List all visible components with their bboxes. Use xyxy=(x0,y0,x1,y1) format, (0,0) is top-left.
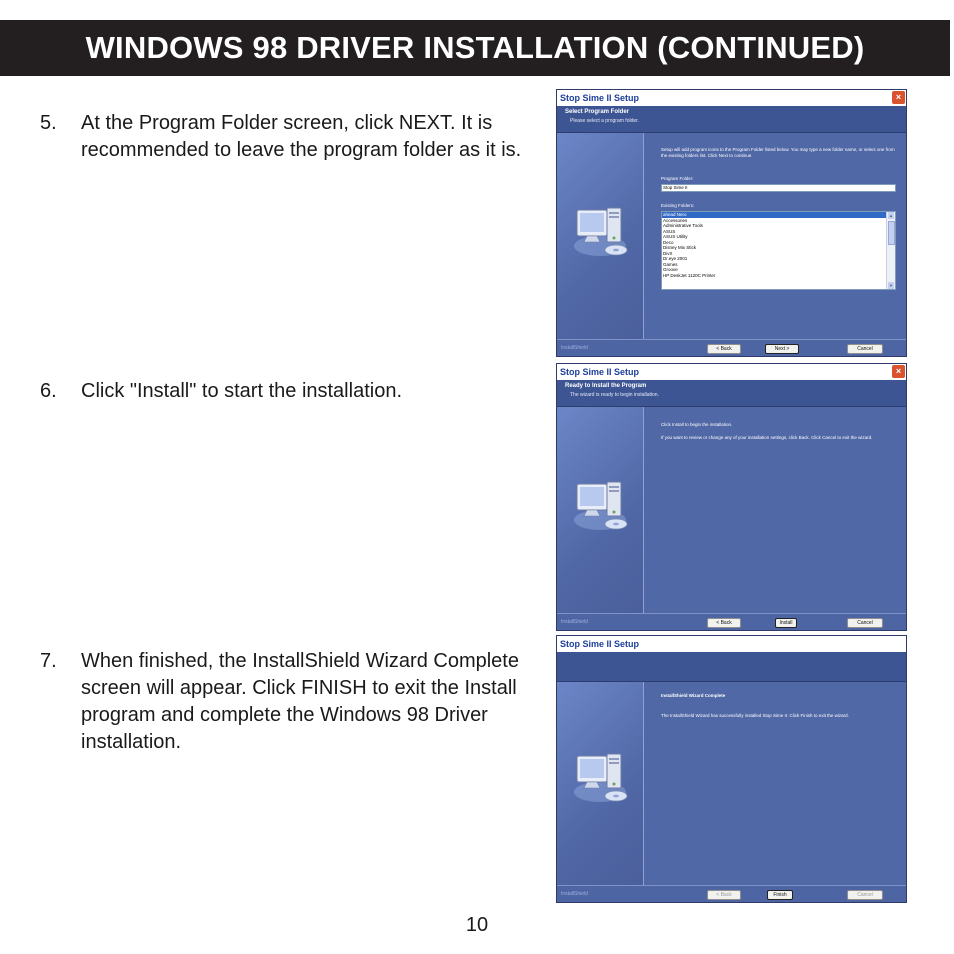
dialog-heading: Ready to Install the Program xyxy=(565,383,647,389)
back-button[interactable]: < Back xyxy=(707,344,741,354)
window-titlebar xyxy=(557,364,906,380)
dialog-header xyxy=(557,106,906,133)
step-text: At the Program Folder screen, click NEXT. It is recommended to leave the program folder as it is. xyxy=(81,112,522,161)
setup-dialog-ready-to-install xyxy=(556,363,907,631)
dialog-body: Setup will add program icons to the Program Folder listed below. You may type a new folder name, or select one from the existing folders list. Click Next to continue. xyxy=(661,147,895,158)
dialog-subheading: Please select a program folder. xyxy=(570,118,639,124)
dialog-body: Click Install to begin the installation. xyxy=(661,422,733,427)
window-titlebar xyxy=(557,90,906,106)
dialog-button-bar xyxy=(557,339,906,357)
list-item[interactable]: Games xyxy=(663,261,678,267)
dialog-subheading: The wizard is ready to begin installation. xyxy=(570,392,659,398)
panel-divider xyxy=(643,682,644,885)
program-folder-label: Program Folder: xyxy=(661,176,694,181)
dialog-body: The InstallShield Wizard has successfully installed Stop Sime II. Click Finish to exit the wizard. xyxy=(661,713,849,718)
window-titlebar xyxy=(557,636,906,652)
header-banner xyxy=(0,20,950,76)
cancel-button[interactable]: Cancel xyxy=(847,618,883,628)
installshield-brand: InstallShield xyxy=(561,345,588,351)
panel-divider xyxy=(643,133,644,339)
step-number: 7. xyxy=(40,650,57,672)
dialog-heading: InstallShield Wizard Complete xyxy=(661,693,726,698)
install-button[interactable]: Install xyxy=(775,618,797,628)
setup-dialog-program-folder xyxy=(556,89,907,357)
list-scrollbar[interactable] xyxy=(886,212,895,289)
installshield-brand: InstallShield xyxy=(561,891,588,897)
existing-folders-label: Existing Folders: xyxy=(661,203,695,208)
list-item[interactable]: Deco xyxy=(663,239,674,245)
list-item[interactable]: DivX xyxy=(663,250,673,256)
list-item[interactable]: Dr.eye 2001 xyxy=(663,256,688,261)
list-item[interactable]: ASUS Utility xyxy=(663,234,688,239)
list-item[interactable]: ahead Nero xyxy=(662,212,895,218)
existing-folders-list[interactable] xyxy=(661,211,896,290)
page-number: 10 xyxy=(465,914,489,936)
cancel-button[interactable]: Cancel xyxy=(847,344,883,354)
computer-icon xyxy=(569,474,631,536)
window-title: Stop Sime II Setup xyxy=(560,367,640,377)
page-title: WINDOWS 98 DRIVER INSTALLATION (CONTINUED) xyxy=(85,30,865,65)
step-text: When finished, the InstallShield Wizard Complete screen will appear. Click FINISH to exit the Install program and complete the Windows 98 Driver installation. xyxy=(81,650,519,753)
next-button[interactable]: Next > xyxy=(765,344,799,354)
close-icon[interactable]: × xyxy=(892,365,905,378)
cancel-button[interactable]: Cancel xyxy=(847,890,883,900)
window-title: Stop Sime II Setup xyxy=(560,93,640,103)
installshield-brand: InstallShield xyxy=(561,619,588,625)
scroll-down-icon[interactable]: ▼ xyxy=(889,283,893,288)
step-text: Click "Install" to start the installation. xyxy=(81,380,402,402)
finish-button[interactable]: Finish xyxy=(767,890,793,900)
list-item[interactable]: ASUS xyxy=(663,228,676,234)
dialog-header xyxy=(557,652,906,682)
list-item[interactable]: Accessories xyxy=(663,217,688,223)
dialog-button-bar xyxy=(557,885,906,903)
close-icon[interactable]: × xyxy=(892,91,905,104)
dialog-header xyxy=(557,380,906,407)
list-item[interactable]: Groove xyxy=(663,267,678,272)
step-number: 5. xyxy=(40,112,57,134)
dialog-body-secondary: If you want to review or change any of your installation settings, click Back. Click Cancel to exit the wizard. xyxy=(661,435,873,440)
program-folder-input[interactable]: Stop Sime II xyxy=(661,184,896,192)
scroll-thumb[interactable] xyxy=(888,221,895,245)
setup-dialog-complete xyxy=(556,635,907,903)
computer-icon xyxy=(569,746,631,808)
panel-divider xyxy=(643,407,644,613)
back-button[interactable]: < Back xyxy=(707,890,741,900)
list-item[interactable]: Disney Mix Stick xyxy=(663,245,697,250)
list-item[interactable]: Administrative Tools xyxy=(663,223,703,228)
scroll-up-icon[interactable]: ▲ xyxy=(889,213,893,218)
dialog-heading: Select Program Folder xyxy=(565,109,630,115)
computer-icon xyxy=(569,200,631,262)
back-button[interactable]: < Back xyxy=(707,618,741,628)
step-number: 6. xyxy=(40,380,57,402)
dialog-button-bar xyxy=(557,613,906,631)
window-title: Stop Sime II Setup xyxy=(560,639,640,649)
list-item[interactable]: HP DeskJet 1120C Printer xyxy=(663,272,716,278)
